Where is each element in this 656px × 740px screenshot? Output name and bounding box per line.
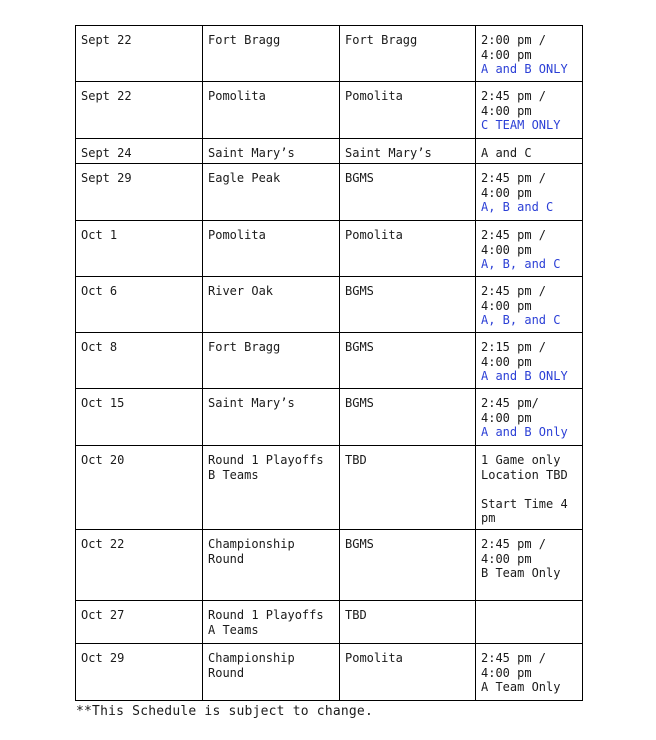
team-note: A, B and C xyxy=(481,200,554,214)
opponent-cell: Championship Round xyxy=(203,530,340,601)
location-cell: Fort Bragg xyxy=(340,26,476,82)
time-text: 2:15 pm / 4:00 pm xyxy=(481,340,547,369)
date-cell: Oct 15 xyxy=(76,389,203,446)
table-row xyxy=(76,601,583,644)
opponent-cell: Pomolita xyxy=(203,82,340,139)
opponent-cell: Saint Mary’s xyxy=(203,139,340,164)
opponent-cell: Round 1 Playoffs B Teams xyxy=(203,446,340,530)
table-row xyxy=(76,139,583,164)
time-text: 2:45 pm / 4:00 pm xyxy=(481,89,547,118)
location-cell: Saint Mary’s xyxy=(340,139,476,164)
date-cell: Sept 22 xyxy=(76,82,203,139)
time-cell xyxy=(476,82,583,139)
location-cell: Pomolita xyxy=(340,644,476,701)
time-text: 2:00 pm / 4:00 pm xyxy=(481,33,547,62)
date-cell: Sept 29 xyxy=(76,164,203,221)
table-row xyxy=(76,277,583,333)
table-row xyxy=(76,644,583,701)
date-cell: Oct 8 xyxy=(76,333,203,389)
table-row xyxy=(76,333,583,389)
opponent-cell: Eagle Peak xyxy=(203,164,340,221)
time-cell xyxy=(476,164,583,221)
table-row xyxy=(76,389,583,446)
table-row xyxy=(76,446,583,530)
team-note: A, B, and C xyxy=(481,313,561,327)
location-cell: TBD xyxy=(340,446,476,530)
time-cell xyxy=(476,389,583,446)
schedule-table xyxy=(75,25,583,701)
opponent-cell: Round 1 Playoffs A Teams xyxy=(203,601,340,644)
time-cell xyxy=(476,26,583,82)
table-row xyxy=(76,164,583,221)
date-cell: Oct 1 xyxy=(76,221,203,277)
opponent-cell: River Oak xyxy=(203,277,340,333)
opponent-cell: Fort Bragg xyxy=(203,333,340,389)
location-cell: BGMS xyxy=(340,164,476,221)
time-cell xyxy=(476,221,583,277)
team-note: A and B Only xyxy=(481,425,568,439)
time-cell xyxy=(476,601,583,644)
date-cell: Oct 6 xyxy=(76,277,203,333)
team-note: C TEAM ONLY xyxy=(481,118,561,132)
time-text: 2:45 pm / 4:00 pm xyxy=(481,228,547,257)
location-cell: BGMS xyxy=(340,530,476,601)
table-row xyxy=(76,82,583,139)
time-text: 2:45 pm / 4:00 pm xyxy=(481,171,547,200)
table-row xyxy=(76,26,583,82)
location-cell: TBD xyxy=(340,601,476,644)
date-cell: Oct 22 xyxy=(76,530,203,601)
date-cell: Sept 24 xyxy=(76,139,203,164)
location-cell: BGMS xyxy=(340,389,476,446)
time-cell xyxy=(476,277,583,333)
location-cell: Pomolita xyxy=(340,82,476,139)
table-row xyxy=(76,221,583,277)
location-cell: Pomolita xyxy=(340,221,476,277)
date-cell: Oct 29 xyxy=(76,644,203,701)
time-cell: A and C xyxy=(476,139,583,164)
opponent-cell: Fort Bragg xyxy=(203,26,340,82)
date-cell: Oct 20 xyxy=(76,446,203,530)
schedule-disclaimer: **This Schedule is subject to change. xyxy=(76,704,373,719)
opponent-cell: Pomolita xyxy=(203,221,340,277)
team-note: A and B ONLY xyxy=(481,62,568,76)
time-cell: 2:45 pm / 4:00 pm A Team Only xyxy=(476,644,583,701)
time-cell: 1 Game only Location TBD Start Time 4 pm xyxy=(476,446,583,530)
date-cell: Oct 27 xyxy=(76,601,203,644)
location-cell: BGMS xyxy=(340,277,476,333)
time-text: 2:45 pm / 4:00 pm xyxy=(481,284,547,313)
table-row xyxy=(76,530,583,601)
time-text: 2:45 pm/ 4:00 pm xyxy=(481,396,539,425)
team-note: A and B ONLY xyxy=(481,369,568,383)
team-note: A, B, and C xyxy=(481,257,561,271)
location-cell: BGMS xyxy=(340,333,476,389)
opponent-cell: Saint Mary’s xyxy=(203,389,340,446)
date-cell: Sept 22 xyxy=(76,26,203,82)
opponent-cell: Championship Round xyxy=(203,644,340,701)
time-cell: 2:45 pm / 4:00 pm B Team Only xyxy=(476,530,583,601)
time-cell xyxy=(476,333,583,389)
